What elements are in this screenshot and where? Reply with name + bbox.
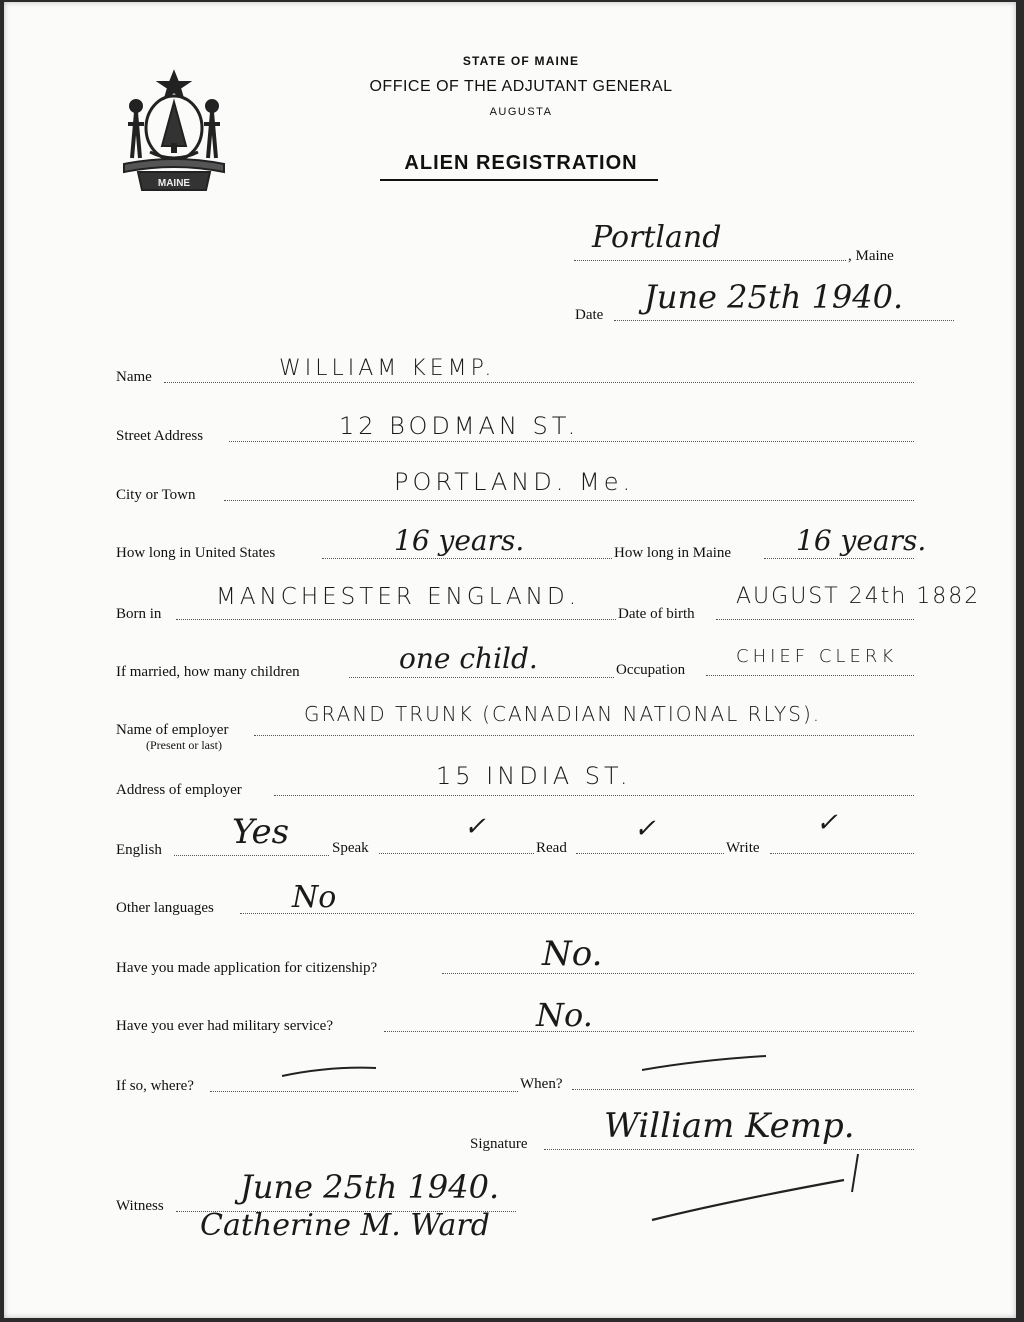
registration-form — [4, 2, 1016, 1318]
date-value: June 25th 1940. — [644, 278, 904, 316]
employer-line — [254, 735, 914, 736]
town-line — [574, 260, 846, 261]
town-value: Portland — [592, 220, 722, 255]
write-line — [770, 853, 914, 854]
svg-text:MAINE: MAINE — [157, 178, 191, 189]
how-long-me-label: How long in Maine — [614, 545, 732, 561]
children-value: one child. — [399, 642, 538, 675]
when-dash — [640, 1052, 770, 1076]
employer-address-value: 15 INDIA ST. — [436, 762, 632, 790]
when-label: When? — [520, 1076, 563, 1092]
street-line — [229, 441, 914, 442]
header-state: STATE OF MAINE — [462, 54, 580, 68]
how-long-us-label: How long in United States — [116, 545, 276, 561]
english-line — [174, 855, 329, 856]
title-underline — [380, 179, 658, 181]
military-label: Have you ever had military service? — [116, 1018, 333, 1034]
employer-address-label: Address of employer — [116, 782, 242, 798]
english-value: Yes — [232, 812, 290, 852]
write-label: Write — [726, 840, 760, 856]
witness-label: Witness — [116, 1198, 164, 1214]
how-long-us-line — [322, 558, 612, 559]
employer-address-line — [274, 795, 914, 796]
signature-value: William Kemp. — [604, 1106, 855, 1146]
where-dash — [280, 1062, 380, 1082]
date-line — [614, 320, 954, 321]
state-suffix: , Maine — [848, 248, 894, 264]
witness-name: Catherine M. Ward — [200, 1208, 490, 1243]
how-long-me-line — [764, 558, 914, 559]
name-value: WILLIAM KEMP. — [279, 356, 496, 381]
children-label: If married, how many children — [116, 664, 300, 680]
occupation-line — [706, 675, 914, 676]
how-long-us-value: 16 years. — [394, 524, 525, 557]
children-line — [349, 677, 614, 678]
born-label: Born in — [116, 606, 162, 622]
dob-value: AUGUST 24th 1882 — [736, 584, 981, 609]
read-label: Read — [536, 840, 567, 856]
born-line — [176, 619, 616, 620]
city-value: PORTLAND. Me. — [394, 468, 635, 496]
citizenship-label: Have you made application for citizenship? — [116, 960, 378, 976]
speak-label: Speak — [332, 840, 369, 856]
header-city: AUGUSTA — [489, 106, 553, 118]
name-line — [164, 382, 914, 383]
where-label: If so, where? — [116, 1078, 194, 1094]
name-label: Name — [116, 369, 152, 385]
occupation-value: CHIEF CLERK — [736, 646, 898, 667]
other-languages-label: Other languages — [116, 900, 214, 916]
dob-line — [716, 619, 914, 620]
witness-date: June 25th 1940. — [240, 1168, 500, 1206]
speak-value: ✓ — [464, 812, 486, 842]
street-value: 12 BODMAN ST. — [339, 412, 580, 440]
city-label: City or Town — [116, 487, 196, 503]
signature-label: Signature — [470, 1136, 528, 1152]
military-value: No. — [536, 996, 593, 1034]
employer-sub-label: (Present or last) — [146, 738, 222, 752]
dob-label: Date of birth — [618, 606, 695, 622]
other-languages-value: No — [292, 880, 337, 915]
occupation-label: Occupation — [616, 662, 686, 678]
signature-line — [544, 1149, 914, 1150]
read-line — [576, 853, 724, 854]
citizenship-value: No. — [542, 934, 603, 974]
city-line — [224, 500, 914, 501]
other-languages-line — [240, 913, 914, 914]
when-line — [572, 1089, 914, 1090]
english-label: English — [116, 842, 162, 858]
signature-flourish — [644, 1152, 874, 1232]
employer-value: GRAND TRUNK (CANADIAN NATIONAL RLYS). — [304, 702, 822, 726]
employer-label: Name of employer — [116, 722, 229, 738]
form-title: ALIEN REGISTRATION — [404, 152, 638, 174]
speak-line — [379, 853, 534, 854]
where-line — [210, 1091, 518, 1092]
military-line — [384, 1031, 914, 1032]
header-office: OFFICE OF THE ADJUTANT GENERAL — [369, 78, 673, 95]
street-label: Street Address — [116, 428, 204, 444]
read-value: ✓ — [634, 814, 656, 844]
citizenship-line — [442, 973, 914, 974]
how-long-me-value: 16 years. — [796, 524, 927, 557]
born-value: MANCHESTER ENGLAND. — [216, 584, 581, 610]
date-label: Date — [575, 307, 604, 323]
write-value: ✓ — [816, 808, 838, 838]
